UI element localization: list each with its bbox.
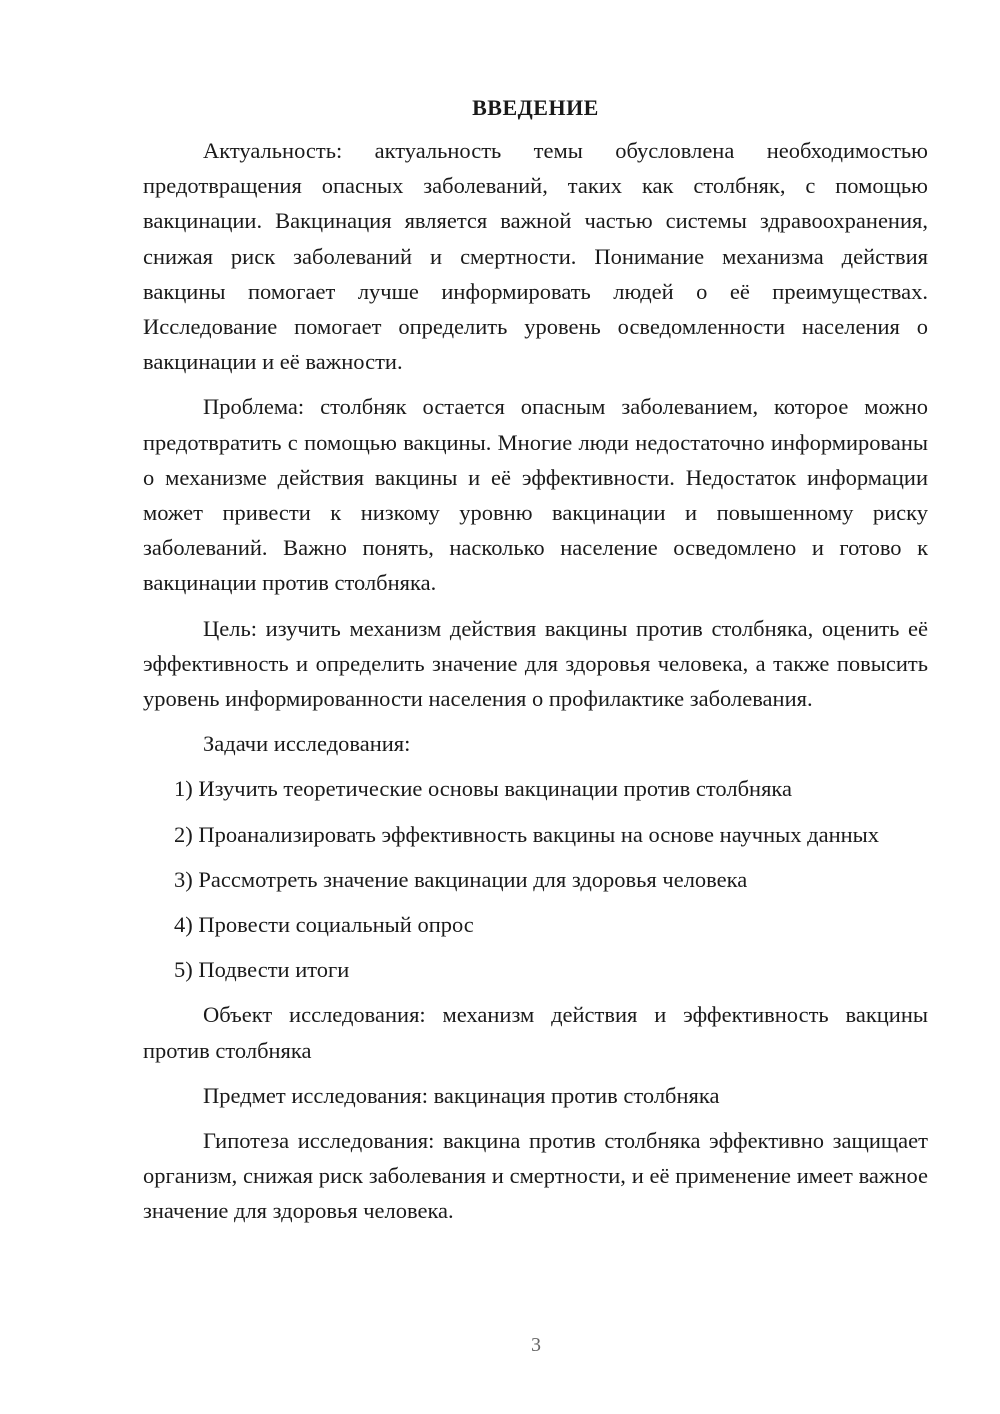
task-item-4: 4) Провести социальный опрос [174,912,474,938]
problem-paragraph: Проблема: столбняк остается опасным заболеванием, которое можно предотвратить с помощью вакцины. Многие люди недостаточно информированы о механизме действия вакцины и её эффективности. Недостаток информации может привести к низкому уровню вакцинации и повышенному риску заболеваний. Важно понять, насколько население осведомлено и готово к вакцинации против столбняка. [143,394,928,596]
task-item-3: 3) Рассмотреть значение вакцинации для здоровья человека [174,866,748,892]
goal-paragraph: Цель: изучить механизм действия вакцины против столбняка, оценить её эффективность и определить значение для здоровья человека, а также повысить уровень информированности населения о профилактике заболевания. [143,615,928,712]
task-item-5: 5) Подвести итоги [174,957,350,983]
subject-paragraph: Предмет исследования: вакцинация против столбняка [203,1082,720,1108]
relevance-paragraph: Актуальность: актуальность темы обусловлена необходимостью предотвращения опасных заболеваний, таких как столбняк, с помощью вакцинации. Вакцинация является важной частью системы здравоохранения, снижая риск заболеваний и смертности. Понимание механизма действия вакцины помогает лучше информировать людей о её преимуществах. Исследование помогает определить уровень осведомленности населения о вакцинации и её важности. [143,138,928,375]
tasks-heading: Задачи исследования: [203,731,411,757]
document-page [143,90,928,1229]
page-title: ВВЕДЕНИЕ [472,95,599,120]
task-item-1: 1) Изучить теоретические основы вакцинации против столбняка [174,776,793,802]
hypothesis-paragraph: Гипотеза исследования: вакцина против столбняка эффективно защищает организм, снижая риск заболевания и смертности, и её применение имеет важное значение для здоровья человека. [143,1128,928,1224]
page-number: 3 [531,1334,541,1356]
object-paragraph: Объект исследования: механизм действия и эффективность вакцины против столбняка [143,1002,928,1063]
task-item-2: 2) Проанализировать эффективность вакцины на основе научных данных [174,821,880,847]
